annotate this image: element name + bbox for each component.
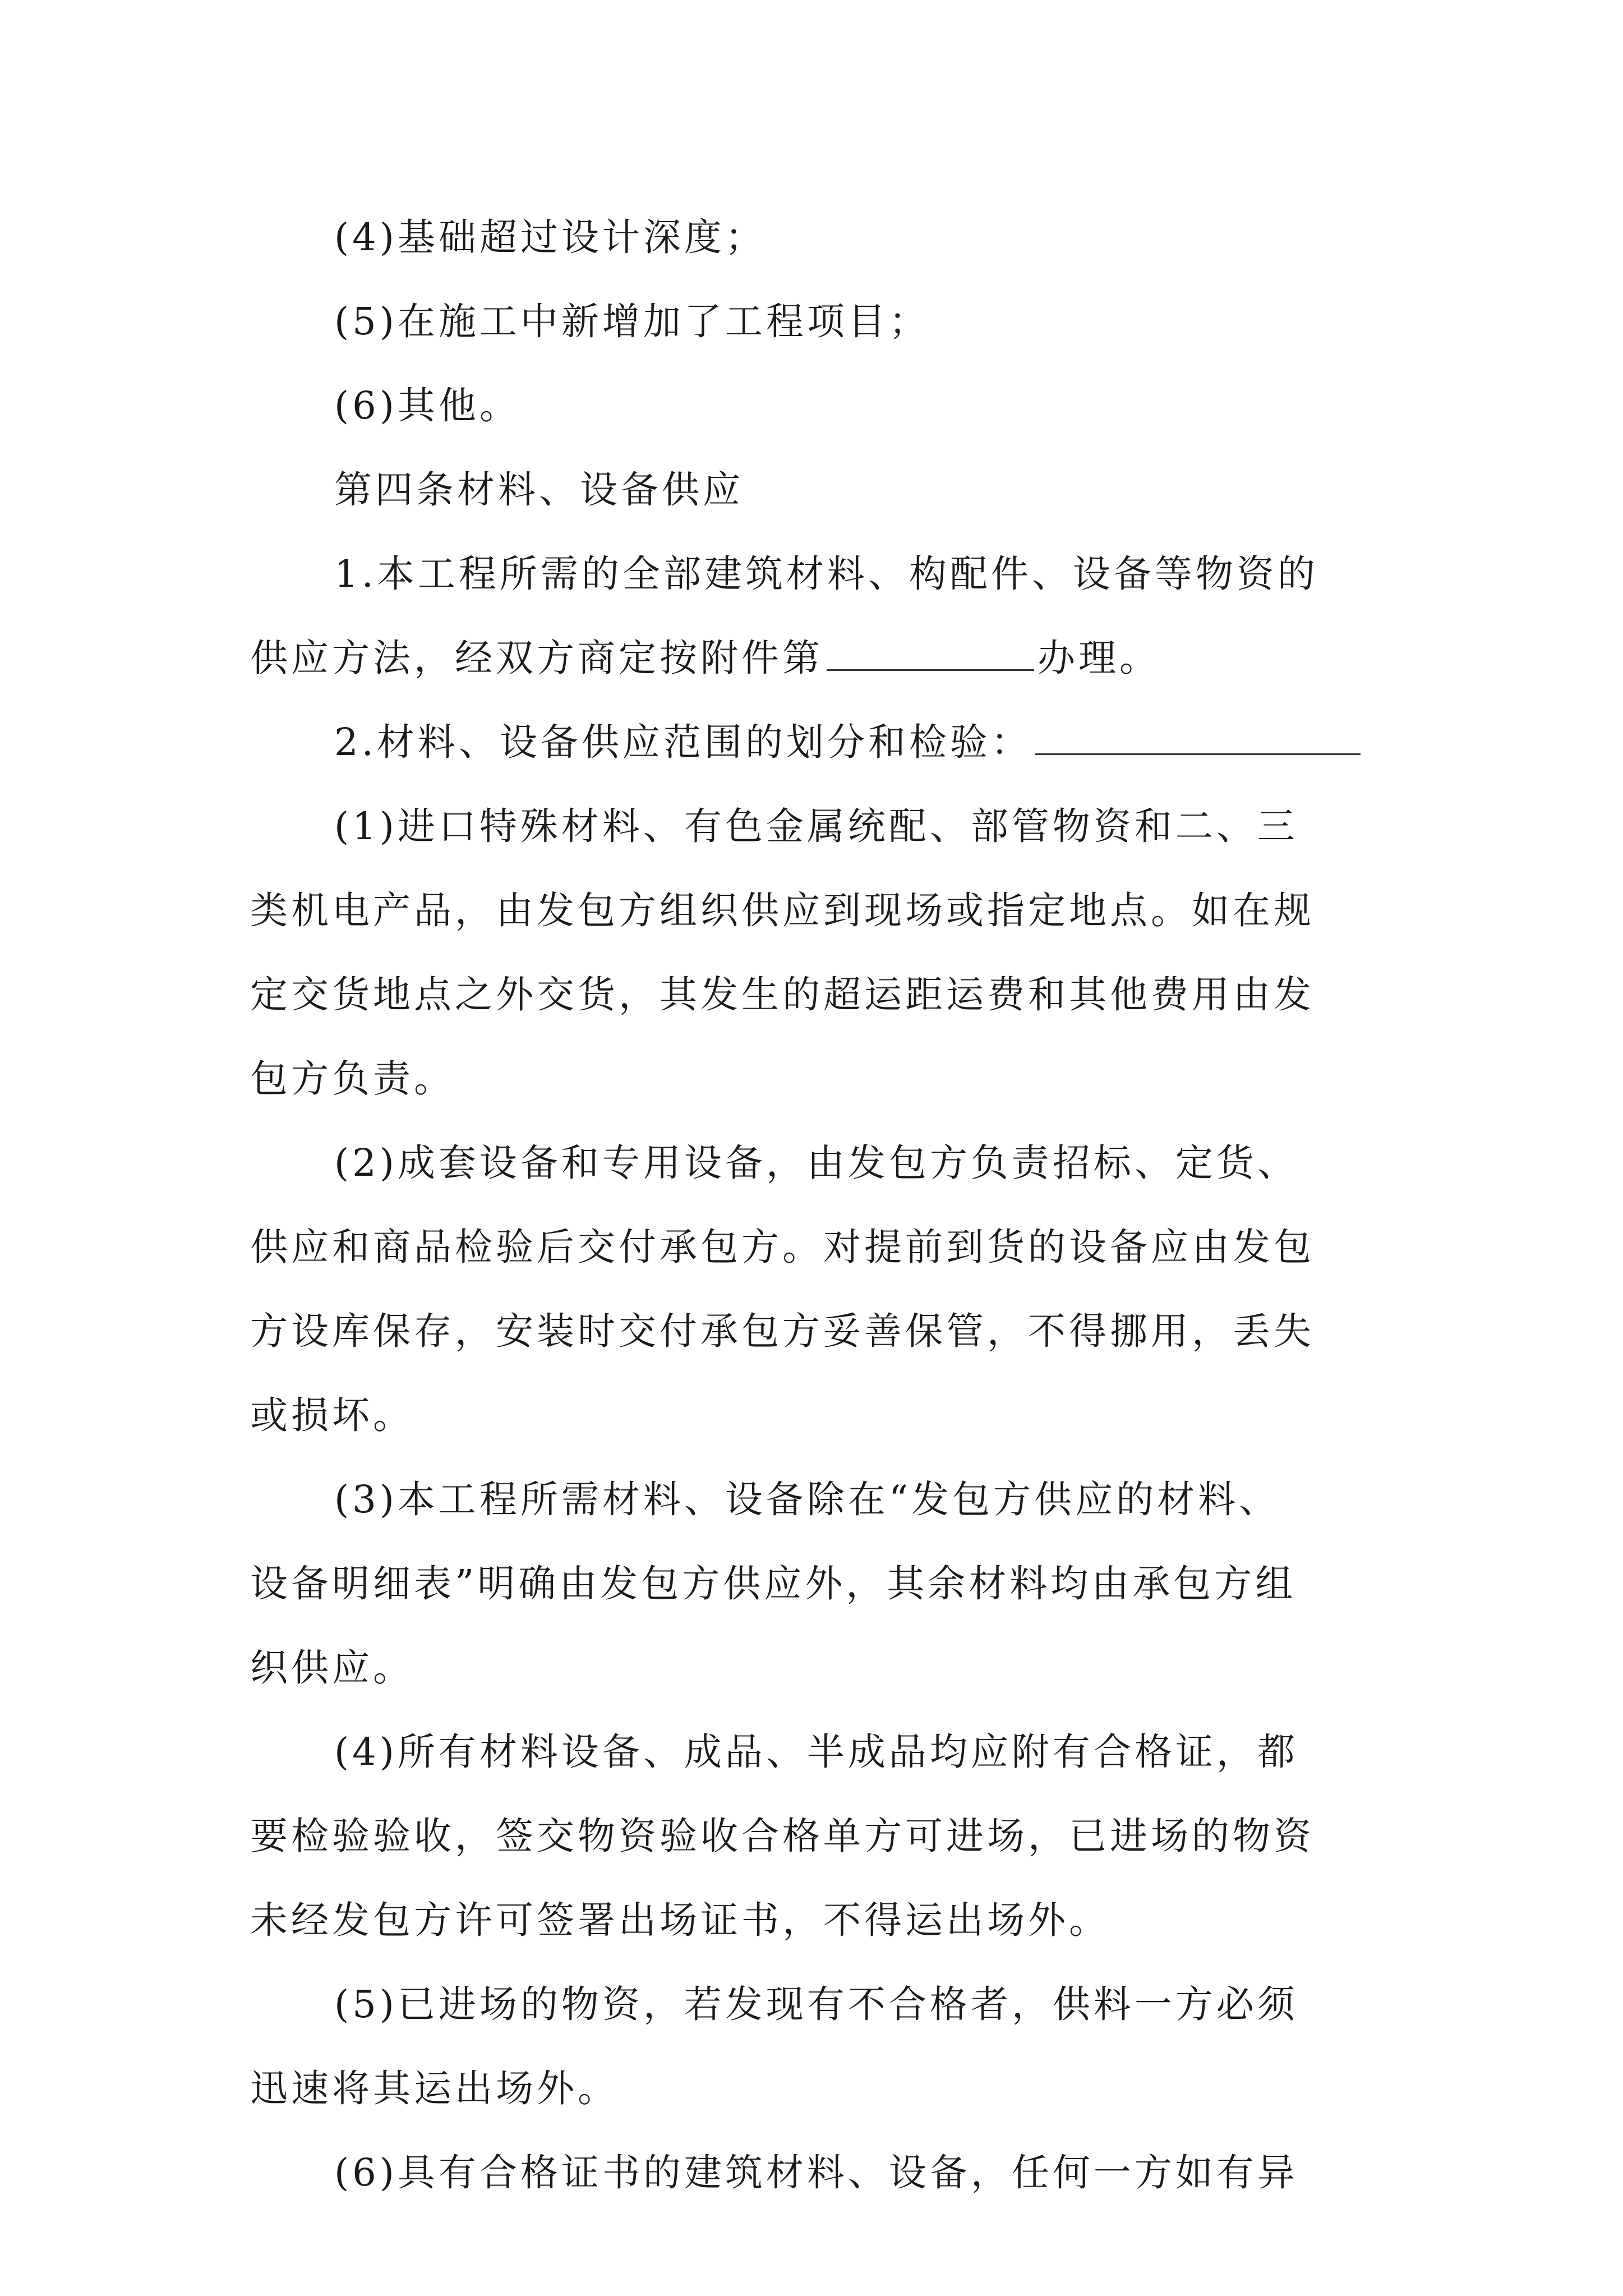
fill-in-blank [1035, 714, 1361, 755]
body-text [250, 195, 1377, 2215]
clause-1 [250, 532, 1377, 700]
text-line: (4)所有材料设备、成品、半成品均应附有合格证，都 [334, 1730, 1298, 1774]
text-line: 供应和商品检验后交付承包方。对提前到货的设备应由发包 [250, 1225, 1315, 1269]
sub-item-5 [250, 1962, 1377, 2131]
sub-item-3 [250, 1457, 1377, 1710]
text-line: 包方负责。 [250, 1057, 455, 1101]
paragraph-item-6 [250, 364, 1377, 448]
text-line: 设备明细表”明确由发包方供应外，其余材料均由承包方组 [250, 1562, 1297, 1605]
sub-item-2 [250, 1121, 1377, 1457]
text-line-with-blank [250, 700, 1377, 784]
text-line: (6)具有合格证书的建筑材料、设备，任何一方如有异 [334, 2151, 1298, 2194]
text-fragment: 供应方法，经双方商定按附件第 [250, 636, 823, 680]
paragraph-item-4 [250, 195, 1377, 279]
text-fragment: 办理。 [1038, 636, 1160, 680]
text-line: 迅速将其运出场外。 [250, 2067, 619, 2110]
text-line: 定交货地点之外交货，其发生的超运距运费和其他费用由发 [250, 973, 1315, 1016]
text-line: (1)进口特殊材料、有色金属统配、部管物资和二、三 [334, 804, 1298, 848]
text-line: 1.本工程所需的全部建筑材料、构配件、设备等物资的 [334, 552, 1318, 596]
paragraph-item-5 [250, 279, 1377, 364]
text-line: 未经发包方许可签署出场证书，不得运出场外。 [250, 1898, 1110, 1942]
text-line: (6)其他。 [334, 384, 520, 427]
text-line: 类机电产品，由发包方组织供应到现场或指定地点。如在规 [250, 889, 1315, 932]
text-line: (3)本工程所需材料、设备除在“发包方供应的材料、 [334, 1478, 1280, 1521]
text-line: (4)基础超过设计深度； [334, 215, 766, 259]
sub-item-4 [250, 1710, 1377, 1962]
clause-2 [250, 700, 1377, 784]
text-line: (5)在施工中新增加了工程项目； [334, 300, 930, 343]
text-line: (5)已进场的物资，若发现有不合格者，供料一方必须 [334, 1982, 1298, 2026]
text-line: 要检验验收，签交物资验收合格单方可进场，已进场的物资 [250, 1814, 1315, 1858]
article-heading [250, 448, 1377, 532]
text-fragment: 2.材料、设备供应范围的划分和检验： [334, 720, 1032, 764]
text-line: 方设库保存，安装时交付承包方妥善保管，不得挪用，丢失 [250, 1309, 1315, 1353]
text-line: 或损坏。 [250, 1393, 414, 1437]
fill-in-blank [827, 630, 1034, 671]
text-line-with-blank [250, 616, 1377, 700]
text-line: (2)成套设备和专用设备，由发包方负责招标、定货、 [334, 1141, 1298, 1185]
sub-item-6 [250, 2131, 1377, 2215]
text-line: 织供应。 [250, 1646, 414, 1690]
sub-item-1 [250, 784, 1377, 1121]
article-title: 第四条材料、设备供应 [334, 468, 744, 512]
